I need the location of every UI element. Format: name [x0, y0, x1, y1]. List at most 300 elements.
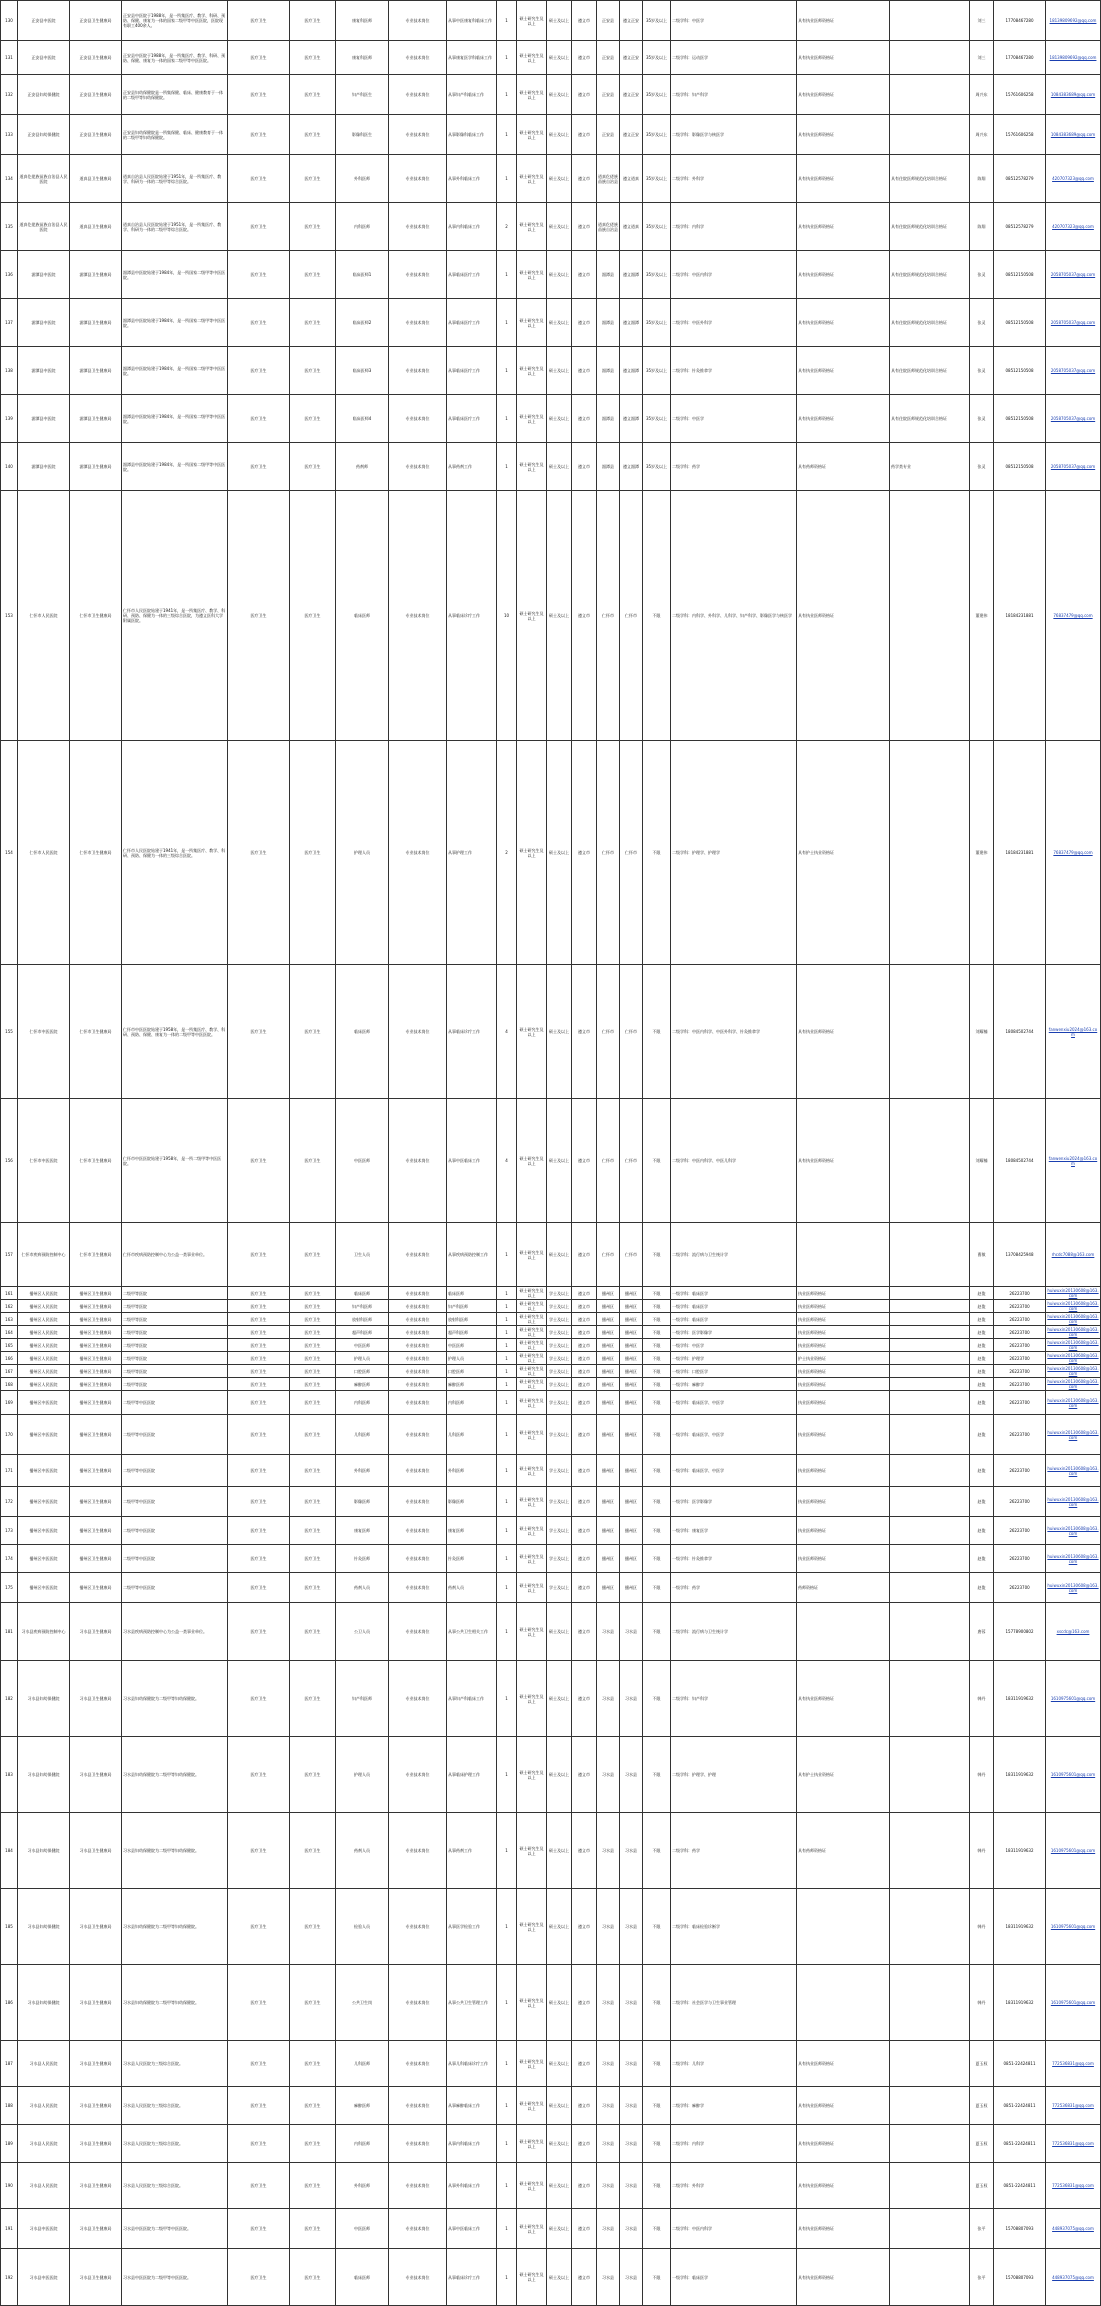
- cell-email[interactable]: huiwuxin20130608@163.com: [1047, 1301, 1099, 1311]
- cell-headcount: 1: [497, 2163, 517, 2209]
- cell-headcount: 2: [497, 203, 517, 251]
- cell-headcount: 1: [497, 251, 517, 299]
- cell-requirement: 具有执业医师资格证: [797, 2125, 890, 2163]
- cell-category: 医疗卫生: [228, 1378, 290, 1391]
- cell-contact: 韩丹: [970, 1889, 994, 1965]
- cell-duty: 从事公共卫生管理工作: [447, 1965, 497, 2041]
- cell-unit: 播州区人民医院: [18, 1339, 70, 1352]
- cell-email[interactable]: xscdc@163.com: [1046, 1603, 1101, 1661]
- cell-headcount: 1: [497, 1313, 517, 1326]
- cell-duty: 从事医学检验工作: [447, 1889, 497, 1965]
- cell-degree: 学士及以上: [547, 1487, 572, 1517]
- cell-city: 遵义市: [572, 1603, 597, 1661]
- cell-post-type: 专业技术岗位: [389, 1573, 447, 1603]
- cell-headcount: 1: [497, 1455, 517, 1487]
- cell-email[interactable]: 1610975601@qq.com: [1046, 1737, 1101, 1813]
- cell-degree: 硕士及以上: [547, 2125, 572, 2163]
- cell-age: 不限: [643, 2249, 671, 2306]
- cell-email[interactable]: 1084383689@qq.com: [1046, 75, 1101, 115]
- cell-unit: 播州区人民医院: [18, 1326, 70, 1339]
- cell-unit: 湄潭县中医院: [18, 395, 70, 443]
- cell-age: 不限: [643, 965, 671, 1099]
- cell-requirement: 具有执业医师资格证: [797, 299, 890, 347]
- cell-location: 播州区: [620, 1517, 643, 1545]
- cell-post-type: 专业技术岗位: [389, 741, 447, 965]
- cell-duty: 临床医师: [447, 1287, 497, 1300]
- cell-email[interactable]: 2058705037@qq.com: [1046, 251, 1101, 299]
- cell-email[interactable]: fanwenxiu2024@163.com: [1046, 965, 1101, 1099]
- cell-contact: 韩丹: [970, 1813, 994, 1889]
- cell-city: 遵义市: [572, 299, 597, 347]
- cell-category: 医疗卫生: [228, 2209, 290, 2249]
- table-row: [1, 1287, 1101, 1300]
- cell-unit: 播州区人民医院: [18, 1352, 70, 1365]
- cell-duty: 口腔医师: [447, 1365, 497, 1378]
- cell-location: 遵义道真: [620, 155, 643, 203]
- cell-email[interactable]: 420707323@qq.com: [1046, 155, 1101, 203]
- cell-degree: 硕士及以上: [547, 1603, 572, 1661]
- cell-unit: 正安县中医院: [18, 41, 70, 75]
- cell-degree: 学士及以上: [547, 1517, 572, 1545]
- cell-age: 35岁及以上: [643, 75, 671, 115]
- cell-duty: 从事中医临床工作: [447, 2209, 497, 2249]
- cell-unit-description: 习水县妇幼保健院为二级甲等妇幼保健院。: [122, 1737, 228, 1813]
- cell-unit-description: 二级甲等医院: [122, 1339, 228, 1352]
- cell-headcount: 1: [497, 1287, 517, 1300]
- cell-remark: [890, 2163, 970, 2209]
- cell-county: 湄潭县: [597, 251, 620, 299]
- cell-county: 习水县: [597, 1737, 620, 1813]
- cell-category: 医疗卫生: [228, 965, 290, 1099]
- cell-duty: 从事内科临床工作: [447, 203, 497, 251]
- cell-county: 习水县: [597, 2163, 620, 2209]
- cell-number: 164: [1, 1326, 18, 1339]
- cell-post-type: 专业技术岗位: [389, 1223, 447, 1287]
- cell-age: 不限: [643, 2163, 671, 2209]
- cell-email[interactable]: huiwuxin20130608@163.com: [1047, 1379, 1099, 1389]
- cell-post: 临床医师3: [336, 347, 389, 395]
- cell-number: 156: [1, 1099, 18, 1223]
- cell-contact: 刘耀楠: [970, 1099, 994, 1223]
- cell-degree: 学士及以上: [547, 1365, 572, 1378]
- cell-subcategory: 医疗卫生: [290, 1391, 336, 1415]
- cell-subcategory: 医疗卫生: [290, 1, 336, 41]
- cell-phone: 15708807093: [994, 2249, 1046, 2306]
- cell-subcategory: 医疗卫生: [290, 1813, 336, 1889]
- cell-post-type: 专业技术岗位: [389, 1, 447, 41]
- cell-headcount: 10: [497, 491, 517, 741]
- cell-unit: 正安县妇幼保健院: [18, 115, 70, 155]
- cell-requirement: 具有执业医师资格证: [797, 491, 890, 741]
- cell-number: 168: [1, 1378, 18, 1391]
- cell-department: 习水县卫生健康局: [70, 2087, 122, 2125]
- cell-unit: 道真仡佬族苗族自治县人民医院: [18, 203, 70, 251]
- cell-requirement: 具有执业医师资格证: [797, 2087, 890, 2125]
- cell-requirement: 执业医师资格证: [797, 1339, 890, 1352]
- cell-subcategory: 医疗卫生: [290, 1573, 336, 1603]
- cell-email[interactable]: 1610975601@qq.com: [1046, 1661, 1101, 1737]
- cell-education: 硕士研究生及以上: [517, 2041, 547, 2087]
- cell-remark: 具有住院医师规范化培训合格证: [890, 251, 970, 299]
- cell-email[interactable]: huiwuxin20130608@163.com: [1047, 1327, 1099, 1337]
- cell-requirement: 执业医师资格证: [797, 1455, 890, 1487]
- cell-education: 硕士研究生及以上: [517, 2249, 547, 2306]
- table-row: [1, 491, 1101, 741]
- cell-county: 仁怀市: [597, 1099, 620, 1223]
- cell-headcount: 1: [497, 1813, 517, 1889]
- cell-number: 172: [1, 1487, 18, 1517]
- cell-email[interactable]: huiwuxin20130608@163.com: [1047, 1288, 1099, 1298]
- cell-unit-description: 习水县人民医院为三级综合医院。: [122, 2125, 228, 2163]
- cell-unit: 习水县疾病预防控制中心: [18, 1603, 70, 1661]
- cell-remark: [890, 741, 970, 965]
- cell-email[interactable]: 772536831@qq.com: [1046, 2087, 1101, 2125]
- cell-post: 放射科医师: [336, 1313, 389, 1326]
- cell-education: 硕士研究生及以上: [517, 1573, 547, 1603]
- cell-subcategory: 医疗卫生: [290, 1378, 336, 1391]
- cell-education: 硕士研究生及以上: [517, 1339, 547, 1352]
- cell-major: 二级学科：妇产科学: [671, 75, 797, 115]
- cell-email[interactable]: 18139809692@qq.com: [1046, 41, 1101, 75]
- cell-subcategory: 医疗卫生: [290, 1287, 336, 1300]
- cell-post-type: 专业技术岗位: [389, 1378, 447, 1391]
- cell-category: 医疗卫生: [228, 443, 290, 491]
- cell-degree: 硕士及以上: [547, 443, 572, 491]
- cell-contact: 陈翔: [970, 203, 994, 251]
- cell-unit-description: 正安县妇幼保健院是一所集保健、临床、健康教育于一体的二级甲等妇幼保健院。: [122, 75, 228, 115]
- cell-email[interactable]: huiwuxin20130608@163.com: [1046, 1487, 1101, 1517]
- cell-subcategory: 医疗卫生: [290, 2087, 336, 2125]
- cell-location: 播州区: [620, 1455, 643, 1487]
- cell-education: 硕士研究生及以上: [517, 1287, 547, 1300]
- cell-unit: 播州区中医医院: [18, 1455, 70, 1487]
- cell-department: 习水县卫生健康局: [70, 1965, 122, 2041]
- cell-remark: [890, 2209, 970, 2249]
- cell-subcategory: 医疗卫生: [290, 1352, 336, 1365]
- cell-email[interactable]: 772536831@qq.com: [1046, 2125, 1101, 2163]
- cell-headcount: 1: [497, 2249, 517, 2306]
- cell-post: 中医医师: [336, 1339, 389, 1352]
- cell-degree: 学士及以上: [547, 1300, 572, 1313]
- cell-major: 二级学科：儿科学: [671, 2041, 797, 2087]
- cell-requirement: [797, 1889, 890, 1965]
- cell-county: 正安县: [597, 1, 620, 41]
- cell-email[interactable]: 2058705037@qq.com: [1046, 395, 1101, 443]
- cell-email[interactable]: fanwenxiu2024@163.com: [1046, 1099, 1101, 1223]
- cell-post: 卫生人员: [336, 1223, 389, 1287]
- cell-post-type: 专业技术岗位: [389, 1661, 447, 1737]
- cell-contact: 张灵: [970, 347, 994, 395]
- cell-location: 仁怀市: [620, 491, 643, 741]
- cell-unit-description: 二级甲等中医医院: [122, 1545, 228, 1573]
- cell-number: 171: [1, 1455, 18, 1487]
- cell-headcount: 1: [497, 1365, 517, 1378]
- cell-phone: 18311919632: [994, 1965, 1046, 2041]
- cell-number: 162: [1, 1300, 18, 1313]
- table-row: [1, 1889, 1101, 1965]
- cell-major: 二级学科：妇产科学: [671, 1661, 797, 1737]
- cell-headcount: 1: [497, 299, 517, 347]
- cell-post-type: 专业技术岗位: [389, 1487, 447, 1517]
- cell-remark: [890, 1545, 970, 1573]
- table-row: [1, 115, 1101, 155]
- cell-contact: 董建伟: [970, 741, 994, 965]
- cell-unit: 播州区人民医院: [18, 1365, 70, 1378]
- cell-age: 35岁及以上: [643, 203, 671, 251]
- cell-email[interactable]: huiwuxin20130608@163.com: [1047, 1314, 1099, 1324]
- cell-email[interactable]: huiwuxin20130608@163.com: [1046, 1455, 1101, 1487]
- table-row: [1, 1352, 1101, 1365]
- cell-age: 不限: [643, 1737, 671, 1813]
- cell-subcategory: 医疗卫生: [290, 2125, 336, 2163]
- cell-department: 道真县卫生健康局: [70, 155, 122, 203]
- cell-subcategory: 医疗卫生: [290, 75, 336, 115]
- cell-phone: 26223700: [994, 1313, 1046, 1326]
- cell-unit-description: 仁怀市人民医院始建于1941年，是一所集医疗、教学、科研、预防、保健为一体的三级综合医院。: [122, 741, 228, 965]
- cell-remark: 具有住院医师规范化培训合格证: [890, 347, 970, 395]
- cell-county: 道真仡佬族苗族自治县: [597, 203, 620, 251]
- cell-duty: 内科医师: [447, 1391, 497, 1415]
- cell-county: 湄潭县: [597, 395, 620, 443]
- cell-contact: 唐蓉: [970, 1603, 994, 1661]
- cell-degree: 硕士及以上: [547, 347, 572, 395]
- cell-email[interactable]: rhcdc7088@163.com: [1046, 1223, 1101, 1287]
- cell-headcount: 1: [497, 1378, 517, 1391]
- cell-major: 二级学科：针灸推拿学: [671, 347, 797, 395]
- cell-email[interactable]: 1084383689@qq.com: [1046, 115, 1101, 155]
- cell-education: 硕士研究生及以上: [517, 41, 547, 75]
- cell-unit: 湄潭县中医院: [18, 347, 70, 395]
- cell-unit-description: 二级甲等医院: [122, 1352, 228, 1365]
- cell-phone: 0851-22424811: [994, 2125, 1046, 2163]
- cell-duty: 超声科医师: [447, 1326, 497, 1339]
- cell-requirement: 执业医师资格证: [797, 1313, 890, 1326]
- cell-department: 湄潭县卫生健康局: [70, 395, 122, 443]
- cell-unit-description: 二级甲等中医医院: [122, 1415, 228, 1455]
- cell-contact: 赵俊: [970, 1339, 994, 1352]
- cell-number: 174: [1, 1545, 18, 1573]
- cell-number: 187: [1, 2041, 18, 2087]
- cell-unit: 正安县妇幼保健院: [18, 75, 70, 115]
- cell-email[interactable]: huiwuxin20130608@163.com: [1047, 1340, 1099, 1350]
- cell-phone: 08512578279: [994, 155, 1046, 203]
- cell-location: 仁怀市: [620, 965, 643, 1099]
- cell-post-type: 专业技术岗位: [389, 1099, 447, 1223]
- cell-major: 一级学科：临床医学、中医学: [671, 1415, 797, 1455]
- cell-major: 二级学科：药学: [671, 443, 797, 491]
- cell-duty: 放射科医师: [447, 1313, 497, 1326]
- cell-major: 二级学科：中医外科学: [671, 299, 797, 347]
- cell-city: 遵义市: [572, 1, 597, 41]
- cell-age: 不限: [643, 1391, 671, 1415]
- cell-major: 二级学科：中医内科学、中医儿科学: [671, 1099, 797, 1223]
- cell-age: 35岁及以上: [643, 115, 671, 155]
- cell-post: 护理人员: [336, 1352, 389, 1365]
- cell-number: 136: [1, 251, 18, 299]
- cell-county: 播州区: [597, 1365, 620, 1378]
- cell-subcategory: 医疗卫生: [290, 1223, 336, 1287]
- cell-subcategory: 医疗卫生: [290, 1415, 336, 1455]
- cell-headcount: 1: [497, 1391, 517, 1415]
- cell-requirement: 具有护士执业资格证: [797, 1737, 890, 1813]
- cell-education: 硕士研究生及以上: [517, 203, 547, 251]
- cell-age: 不限: [643, 1661, 671, 1737]
- cell-email[interactable]: 1610975601@qq.com: [1046, 1889, 1101, 1965]
- cell-contact: 韩丹: [970, 1737, 994, 1813]
- cell-degree: 学士及以上: [547, 1573, 572, 1603]
- cell-email[interactable]: 2058705037@qq.com: [1046, 299, 1101, 347]
- cell-contact: 陈翔: [970, 155, 994, 203]
- cell-unit-description: 二级甲等医院: [122, 1365, 228, 1378]
- cell-email[interactable]: huiwuxin20130608@163.com: [1046, 1545, 1101, 1573]
- cell-requirement: 具有执业医师资格证: [797, 1, 890, 41]
- cell-city: 遵义市: [572, 1661, 597, 1737]
- cell-major: 二级学科：临床检验诊断学: [671, 1889, 797, 1965]
- cell-subcategory: 医疗卫生: [290, 1300, 336, 1313]
- cell-location: 播州区: [620, 1391, 643, 1415]
- cell-email[interactable]: 448937075@qq.com: [1046, 2249, 1101, 2306]
- cell-post: 内科医师: [336, 1391, 389, 1415]
- cell-email[interactable]: huiwuxin20130608@163.com: [1046, 1517, 1101, 1545]
- cell-age: 不限: [643, 1099, 671, 1223]
- cell-unit: 习水县妇幼保健院: [18, 1813, 70, 1889]
- cell-degree: 硕士及以上: [547, 41, 572, 75]
- cell-category: 医疗卫生: [228, 2249, 290, 2306]
- table-row: [1, 1545, 1101, 1573]
- cell-post: 外科医师: [336, 155, 389, 203]
- cell-major: 二级学科：护理学、护理: [671, 1737, 797, 1813]
- cell-email[interactable]: 2058705037@qq.com: [1046, 443, 1101, 491]
- cell-age: 不限: [643, 1326, 671, 1339]
- cell-requirement: 执业医师资格证: [797, 1287, 890, 1300]
- cell-post: 临床医师: [336, 2249, 389, 2306]
- cell-location: 习水县: [620, 2125, 643, 2163]
- cell-email[interactable]: 76837479@qq.com: [1046, 491, 1101, 741]
- cell-county: 习水县: [597, 1813, 620, 1889]
- cell-duty: 从事中医康复科临床工作: [447, 1, 497, 41]
- cell-phone: 15761606258: [994, 75, 1046, 115]
- cell-email[interactable]: 76837479@qq.com: [1046, 741, 1101, 965]
- cell-unit: 播州区人民医院: [18, 1378, 70, 1391]
- cell-duty: 从事疾病预防控制工作: [447, 1223, 497, 1287]
- cell-county: 仁怀市: [597, 491, 620, 741]
- cell-unit-description: 仁怀市人民医院始建于1941年，是一所集医疗、教学、科研、预防、保健为一体的三级综合医院，为遵义医科大学附属医院。: [122, 491, 228, 741]
- cell-education: 硕士研究生及以上: [517, 2087, 547, 2125]
- cell-duty: 儿科医师: [447, 1415, 497, 1455]
- cell-post-type: 专业技术岗位: [389, 1365, 447, 1378]
- cell-post: 临床医师: [336, 491, 389, 741]
- cell-education: 硕士研究生及以上: [517, 155, 547, 203]
- table-row: [1, 1965, 1101, 2041]
- cell-education: 硕士研究生及以上: [517, 1737, 547, 1813]
- cell-city: 遵义市: [572, 965, 597, 1099]
- cell-degree: 硕士及以上: [547, 741, 572, 965]
- cell-email[interactable]: huiwuxin20130608@163.com: [1046, 1415, 1101, 1455]
- cell-county: 播州区: [597, 1287, 620, 1300]
- cell-major: 二级学科：药学: [671, 1813, 797, 1889]
- cell-email[interactable]: 448937075@qq.com: [1046, 2209, 1101, 2249]
- cell-subcategory: 医疗卫生: [290, 741, 336, 965]
- cell-phone: 18311919632: [994, 1813, 1046, 1889]
- cell-email[interactable]: 2058705037@qq.com: [1046, 347, 1101, 395]
- cell-county: 播州区: [597, 1313, 620, 1326]
- cell-post-type: 专业技术岗位: [389, 2125, 447, 2163]
- cell-unit: 湄潭县中医院: [18, 251, 70, 299]
- cell-category: 医疗卫生: [228, 115, 290, 155]
- cell-post: 临床医师2: [336, 299, 389, 347]
- cell-subcategory: 医疗卫生: [290, 2163, 336, 2209]
- cell-unit: 播州区中医医院: [18, 1391, 70, 1415]
- cell-post-type: 专业技术岗位: [389, 491, 447, 741]
- cell-unit-description: 湄潭县中医院始建于1984年，是一所国家二级甲等中医医院。: [122, 443, 228, 491]
- cell-category: 医疗卫生: [228, 1487, 290, 1517]
- cell-unit: 仁怀市中医医院: [18, 965, 70, 1099]
- cell-post: 外科医师: [336, 2163, 389, 2209]
- cell-education: 硕士研究生及以上: [517, 1661, 547, 1737]
- table-row: [1, 1223, 1101, 1287]
- table-row: [1, 2249, 1101, 2306]
- cell-email[interactable]: 772536831@qq.com: [1046, 2041, 1101, 2087]
- cell-email[interactable]: 1610975601@qq.com: [1046, 1813, 1101, 1889]
- table-row: [1, 1813, 1101, 1889]
- cell-email[interactable]: huiwuxin20130608@163.com: [1046, 1573, 1101, 1603]
- table-row: [1, 1661, 1101, 1737]
- cell-education: 硕士研究生及以上: [517, 1415, 547, 1455]
- cell-city: 遵义市: [572, 1099, 597, 1223]
- cell-unit-description: 二级甲等医院: [122, 1287, 228, 1300]
- cell-age: 35岁及以上: [643, 395, 671, 443]
- table-row: [1, 1, 1101, 41]
- cell-number: 166: [1, 1352, 18, 1365]
- cell-email[interactable]: 420707323@qq.com: [1046, 203, 1101, 251]
- cell-age: 不限: [643, 2209, 671, 2249]
- cell-education: 硕士研究生及以上: [517, 965, 547, 1099]
- cell-email[interactable]: huiwuxin20130608@163.com: [1046, 1391, 1101, 1415]
- cell-city: 遵义市: [572, 1378, 597, 1391]
- cell-location: 习水县: [620, 2209, 643, 2249]
- cell-email[interactable]: 1610975601@qq.com: [1046, 1965, 1101, 2041]
- cell-location: 遵义湄潭: [620, 443, 643, 491]
- cell-county: 湄潭县: [597, 443, 620, 491]
- cell-category: 医疗卫生: [228, 1661, 290, 1737]
- cell-location: 习水县: [620, 1965, 643, 2041]
- cell-city: 遵义市: [572, 741, 597, 965]
- cell-post: 儿科医师: [336, 1415, 389, 1455]
- cell-degree: 硕士及以上: [547, 1223, 572, 1287]
- cell-phone: 18311919632: [994, 1661, 1046, 1737]
- cell-email[interactable]: huiwuxin20130608@163.com: [1047, 1353, 1099, 1363]
- cell-location: 播州区: [620, 1352, 643, 1365]
- table-row: [1, 1326, 1101, 1339]
- cell-age: 不限: [643, 1300, 671, 1313]
- cell-email[interactable]: 18139809692@qq.com: [1046, 1, 1101, 41]
- cell-department: 播州区卫生健康局: [70, 1326, 122, 1339]
- cell-department: 播州区卫生健康局: [70, 1415, 122, 1455]
- cell-email[interactable]: 772536831@qq.com: [1046, 2163, 1101, 2209]
- cell-unit-description: 仁怀市中医医院始建于1958年，是一所集医疗、教学、科研、预防、保健、康复为一体的二级甲等中医医院。: [122, 965, 228, 1099]
- cell-remark: [890, 1339, 970, 1352]
- cell-remark: [890, 1737, 970, 1813]
- cell-education: 硕士研究生及以上: [517, 347, 547, 395]
- cell-contact: 赵俊: [970, 1378, 994, 1391]
- cell-age: 不限: [643, 1223, 671, 1287]
- cell-email[interactable]: huiwuxin20130608@163.com: [1047, 1366, 1099, 1376]
- cell-unit-description: 习水县人民医院为三级综合医院。: [122, 2041, 228, 2087]
- cell-remark: [890, 2087, 970, 2125]
- cell-city: 遵义市: [572, 41, 597, 75]
- cell-education: 硕士研究生及以上: [517, 1391, 547, 1415]
- cell-post-type: 专业技术岗位: [389, 115, 447, 155]
